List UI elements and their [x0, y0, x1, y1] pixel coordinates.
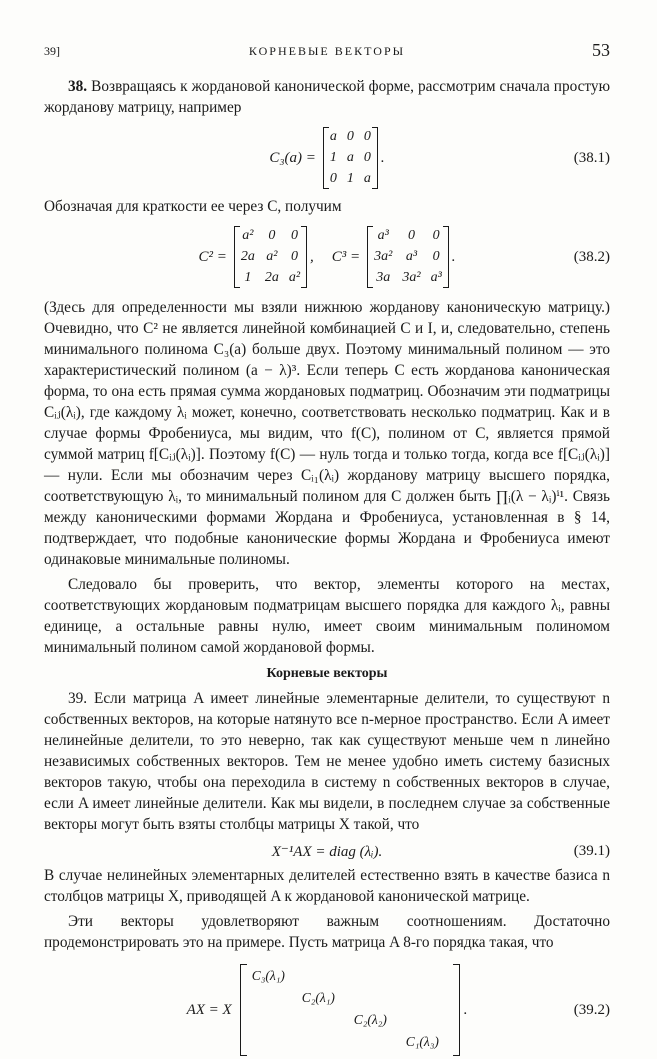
matrix-cell: 0: [363, 150, 371, 165]
block-c2-lambda2: C₂(λ₂): [353, 1012, 387, 1027]
matrix-cell: 1: [244, 270, 252, 285]
section-ref: 39]: [44, 44, 60, 58]
paragraph-text: Если матрица A имеет линейные элементарные делители, то существуют n собственных векторов, на которые натянуто все n-мерное пространство. Если A имеет нелинейные делители, то это неверно, так как существуют меньше чем n линейно независимых собственных векторов. Тем не менее удобно иметь систему базисных векторов такую, чтобы она переходила в систему n собственных векторов в случае, если A имеет линейные делители. Как мы видели, в последнем случае за собственные векторы могут быть взяты столбцы матрицы X такой, что: [44, 690, 610, 833]
equation-lhs: C₃(a) =: [269, 149, 316, 166]
paragraph-39: [44, 688, 610, 835]
equation-number: (39.1): [573, 842, 610, 859]
matrix-c-cubed: [367, 226, 449, 288]
equation-tail: .: [463, 1001, 468, 1018]
equation-lhs-c3: C³ =: [331, 248, 361, 265]
equation-number: (39.2): [573, 1001, 610, 1018]
equation-39-1: [44, 839, 610, 863]
page-number: 53: [592, 40, 610, 60]
matrix-c-squared: [234, 226, 307, 288]
paragraph-39-b: В случае нелинейных элементарных делителей естественно взять в качестве базиса n столбцов матрицы X, приводящей A к жордановой канонической матрице.: [44, 867, 610, 905]
matrix-cell: a: [346, 150, 354, 165]
paragraph-number: 38.: [68, 78, 88, 95]
block-c3-lambda1: C₃(λ₁): [251, 968, 285, 983]
block-c1-lambda3: C₁(λ₃): [405, 1034, 439, 1049]
matrix-cell: 3a²: [402, 270, 421, 285]
matrix-cell: a³: [430, 270, 442, 285]
matrix-cell: 0: [432, 249, 440, 264]
matrix-cell: a²: [266, 249, 278, 264]
equation-tail: .: [451, 248, 456, 265]
matrix-cell: 2a: [264, 270, 279, 285]
paragraph-39-c: Эти векторы удовлетворяют важным соотношениям. Достаточно продемонстрировать это на примере. Пусть матрица A 8-го порядка такая, что: [44, 913, 610, 951]
equation-tail: .: [380, 149, 385, 166]
paragraph-short: Обозначая для краткости ее через C, получим: [44, 198, 342, 215]
matrix-cell: 1: [329, 150, 337, 165]
matrix-cell: a³: [377, 228, 389, 243]
block-c2-lambda1: C₂(λ₁): [301, 990, 335, 1005]
equation-38-1: [44, 124, 610, 192]
matrix-cell: 0: [290, 228, 298, 243]
paragraph-number: 39.: [68, 690, 88, 707]
equation-39-2: [44, 961, 610, 1059]
matrix-cell: 0: [363, 129, 371, 144]
equation-lhs-c2: C² =: [198, 248, 227, 265]
equation-number: (38.2): [573, 248, 610, 265]
running-title: КОРНЕВЫЕ ВЕКТОРЫ: [248, 44, 406, 58]
matrix-cell: a: [329, 129, 337, 144]
matrix-cell: 0: [407, 228, 415, 243]
paragraph-38-main: (Здесь для определенности мы взяли нижнюю жорданову каноническую матрицу.) Очевидно, что C² не является линейной комбинацией C и I, и, следовательно, степень минимального полинома C₃(a) больше двух. Поэтому минимальный полином — это характеристический полином (a − λ)³. Если теперь C есть жорданова каноническая форма, то она есть прямая сумма жордановых подматриц. Обозначим эти подматрицы Cᵢⱼ(λᵢ), где каждому λᵢ может, конечно, соответствовать несколько подматриц. Как и в случае формы Фробениуса, мы видим, что f(C), полином от C, является прямой суммой матриц f[Cᵢⱼ(λᵢ)]. Поэтому f(C) — нуль тогда и только тогда, когда все f[Cᵢⱼ(λᵢ)] — нули. Если мы обозначим через Cᵢ₁(λᵢ) жорданову матрицу высшего порядка, соответствующую λᵢ, то минимальный полином для C должен быть ∏ᵢ(λ − λᵢ)ⁱ¹. Связь между каноническими формами Жордана и Фробениуса, установленная в § 14, подтверждает, что подобные канонические формы Жордана и Фробениуса имеют одинаковые минимальные полиномы.: [44, 299, 610, 568]
matrix-cell: 0: [329, 171, 337, 186]
paragraph-38-check: Следовало бы проверить, что вектор, элементы которого на местах, соответствующих жордановым подматрицам высшего порядка для каждого λᵢ, равны единице, а остальные равны нулю, имеет своим минимальным полиномом минимальный полином самой жордановой формы.: [44, 576, 610, 656]
matrix-c3: [323, 127, 378, 189]
equation-38-2: [44, 221, 610, 293]
matrix-cell: 0: [346, 129, 354, 144]
matrix-cell: 3a²: [374, 249, 393, 264]
matrix-cell: 3a: [376, 270, 391, 285]
matrix-cell: a²: [288, 270, 301, 285]
matrix-cell: 1: [346, 171, 354, 186]
matrix-cell: a³: [405, 249, 418, 264]
matrix-cell: a²: [242, 228, 254, 243]
matrix-cell: a: [363, 171, 371, 186]
equation-lhs: AX = X: [186, 1001, 232, 1018]
section-heading: Корневые векторы: [266, 666, 388, 681]
matrix-cell: 0: [432, 228, 440, 243]
equation-separator: ,: [310, 248, 314, 265]
page: [44, 40, 610, 1059]
paragraph-text: Возвращаясь к жордановой канонической форме, рассмотрим сначала простую жорданову матрицу, например: [44, 78, 610, 116]
equation-number: (38.1): [573, 149, 610, 166]
running-header: [44, 40, 610, 62]
matrix-cell: 2a: [240, 249, 255, 264]
matrix-cell: 0: [268, 228, 276, 243]
paragraph-38-intro: [44, 76, 610, 118]
matrix-cell: 0: [290, 249, 298, 264]
block-diagonal-matrix: [240, 964, 460, 1056]
equation-body: X⁻¹AX = diag (λᵢ).: [271, 843, 383, 860]
